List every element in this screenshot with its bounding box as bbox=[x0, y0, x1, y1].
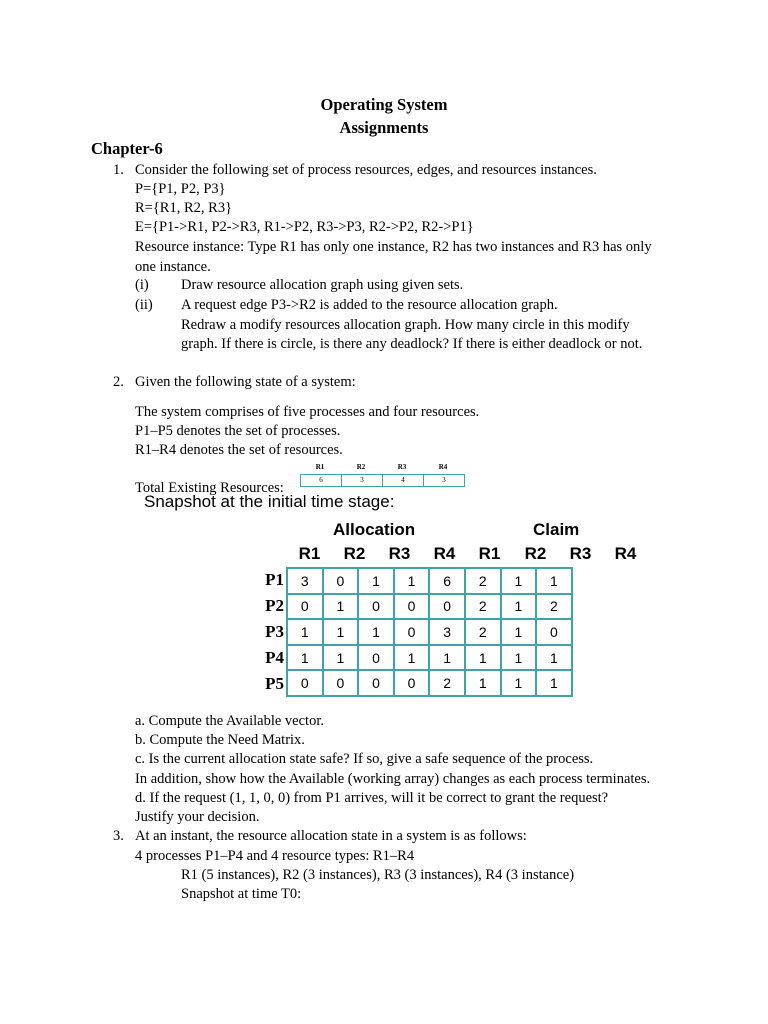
column-header: R4 bbox=[614, 544, 637, 563]
total-resources-table bbox=[300, 474, 465, 487]
table-cell: 0 bbox=[358, 594, 394, 620]
subquestion-text: A request edge P3->R2 is added to the resource allocation graph. bbox=[181, 297, 558, 313]
table-cell: 2 bbox=[465, 568, 501, 594]
question-intro: Consider the following set of process resources, edges, and resources instances. bbox=[135, 162, 597, 178]
table-cell: 1 bbox=[394, 568, 430, 594]
process-description: P1–P5 denotes the set of processes. bbox=[135, 423, 341, 439]
snapshot-title: Snapshot at the initial time stage: bbox=[144, 492, 395, 511]
allocation-heading: Allocation bbox=[333, 520, 416, 539]
column-header: R1 bbox=[298, 544, 321, 563]
subquestion-text-cont: graph. If there is circle, is there any deadlock? If there is either deadlock or not. bbox=[181, 336, 643, 352]
system-description: The system comprises of five processes and four resources. bbox=[135, 404, 480, 420]
total-header: R4 bbox=[438, 463, 448, 471]
task-c-cont: In addition, show how the Available (working array) changes as each process terminates. bbox=[135, 771, 651, 787]
table-cell: 1 bbox=[323, 619, 359, 645]
task-b: b. Compute the Need Matrix. bbox=[135, 732, 305, 748]
column-header: R3 bbox=[569, 544, 592, 563]
claim-heading: Claim bbox=[533, 520, 580, 539]
table-row bbox=[301, 475, 465, 487]
table-cell: 0 bbox=[394, 594, 430, 620]
table-cell: 2 bbox=[429, 670, 465, 696]
table-cell: 0 bbox=[394, 670, 430, 696]
table-cell: 0 bbox=[536, 619, 572, 645]
table-cell: 1 bbox=[358, 619, 394, 645]
table-cell: 0 bbox=[358, 645, 394, 671]
table-cell: 1 bbox=[501, 645, 537, 671]
table-cell: 3 bbox=[287, 568, 323, 594]
table-cell: 2 bbox=[465, 619, 501, 645]
row-header: P4 bbox=[265, 648, 284, 667]
table-cell: 2 bbox=[536, 594, 572, 620]
subquestion-text-cont: Redraw a modify resources allocation graph. How many circle in this modify bbox=[181, 317, 630, 333]
task-d-cont: Justify your decision. bbox=[135, 809, 260, 825]
table-cell: 1 bbox=[501, 568, 537, 594]
total-resources-label: Total Existing Resources: bbox=[135, 480, 284, 496]
table-cell: 6 bbox=[429, 568, 465, 594]
table-cell: 3 bbox=[424, 475, 465, 487]
table-row bbox=[287, 568, 572, 594]
row-header: P5 bbox=[265, 674, 284, 693]
question-number: 1. bbox=[113, 162, 124, 178]
task-a: a. Compute the Available vector. bbox=[135, 713, 324, 729]
edge-set: E={P1->R1, P2->R3, R1->P2, R3->P3, R2->P2, R2->P1} bbox=[135, 219, 474, 235]
table-cell: 0 bbox=[287, 594, 323, 620]
table-row bbox=[287, 670, 572, 696]
question-number: 3. bbox=[113, 828, 124, 844]
total-header: R3 bbox=[397, 463, 407, 471]
table-cell: 1 bbox=[536, 645, 572, 671]
row-header: P3 bbox=[265, 622, 284, 641]
question-intro: Given the following state of a system: bbox=[135, 374, 356, 390]
table-cell: 0 bbox=[323, 670, 359, 696]
column-header: R2 bbox=[524, 544, 547, 563]
table-cell: 1 bbox=[323, 594, 359, 620]
question-intro: At an instant, the resource allocation state in a system is as follows: bbox=[135, 828, 527, 844]
column-header: R1 bbox=[478, 544, 501, 563]
table-cell: 6 bbox=[301, 475, 342, 487]
table-cell: 0 bbox=[287, 670, 323, 696]
resource-description: R1–R4 denotes the set of resources. bbox=[135, 442, 343, 458]
instance-text-cont: one instance. bbox=[135, 259, 211, 275]
subquestion-label: (ii) bbox=[135, 297, 153, 313]
table-row bbox=[287, 594, 572, 620]
total-header: R1 bbox=[315, 463, 325, 471]
table-cell: 3 bbox=[342, 475, 383, 487]
table-cell: 0 bbox=[394, 619, 430, 645]
process-set: P={P1, P2, P3} bbox=[135, 181, 226, 197]
table-cell: 1 bbox=[358, 568, 394, 594]
task-c: c. Is the current allocation state safe? If so, give a safe sequence of the process. bbox=[135, 751, 594, 767]
table-cell: 1 bbox=[287, 645, 323, 671]
table-cell: 1 bbox=[323, 645, 359, 671]
table-cell: 0 bbox=[358, 670, 394, 696]
table-cell: 0 bbox=[429, 594, 465, 620]
task-d: d. If the request (1, 1, 0, 0) from P1 arrives, will it be correct to grant the request? bbox=[135, 790, 609, 806]
table-cell: 1 bbox=[501, 594, 537, 620]
table-cell: 1 bbox=[465, 670, 501, 696]
subquestion-text: Draw resource allocation graph using given sets. bbox=[181, 277, 464, 293]
table-cell: 1 bbox=[501, 670, 537, 696]
table-cell: 1 bbox=[536, 568, 572, 594]
table-cell: 3 bbox=[429, 619, 465, 645]
table-cell: 0 bbox=[323, 568, 359, 594]
total-header: R2 bbox=[356, 463, 366, 471]
row-header: P1 bbox=[265, 570, 284, 589]
table-cell: 4 bbox=[383, 475, 424, 487]
allocation-claim-matrix bbox=[286, 567, 573, 697]
chapter-heading: Chapter-6 bbox=[91, 139, 163, 158]
column-header: R3 bbox=[388, 544, 411, 563]
table-cell: 1 bbox=[501, 619, 537, 645]
doc-subtitle: Assignments bbox=[339, 118, 429, 137]
table-cell: 1 bbox=[287, 619, 323, 645]
instance-text: Resource instance: Type R1 has only one instance, R2 has two instances and R3 has only bbox=[135, 239, 652, 255]
question-number: 2. bbox=[113, 374, 124, 390]
column-header: R2 bbox=[343, 544, 366, 563]
table-row bbox=[287, 645, 572, 671]
column-header: R4 bbox=[433, 544, 456, 563]
table-cell: 1 bbox=[394, 645, 430, 671]
table-cell: 2 bbox=[465, 594, 501, 620]
table-cell: 1 bbox=[536, 670, 572, 696]
doc-title: Operating System bbox=[320, 95, 448, 114]
table-cell: 1 bbox=[465, 645, 501, 671]
process-description: 4 processes P1–P4 and 4 resource types: R1–R4 bbox=[135, 848, 415, 864]
subquestion-label: (i) bbox=[135, 277, 149, 293]
instance-description: R1 (5 instances), R2 (3 instances), R3 (3 instances), R4 (3 instance) bbox=[181, 867, 575, 883]
table-cell: 1 bbox=[429, 645, 465, 671]
row-header: P2 bbox=[265, 596, 284, 615]
table-row bbox=[287, 619, 572, 645]
snapshot-label: Snapshot at time T0: bbox=[181, 886, 302, 902]
resource-set: R={R1, R2, R3} bbox=[135, 200, 233, 216]
